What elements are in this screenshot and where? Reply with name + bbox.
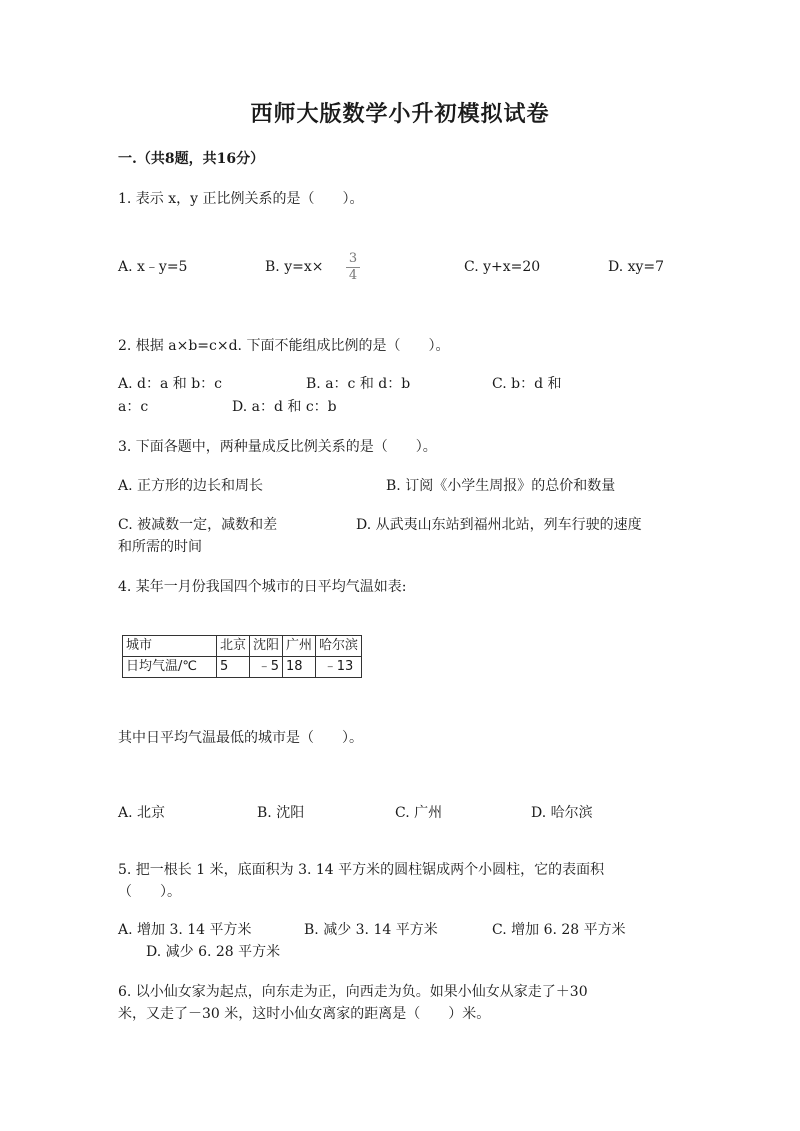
question-4-option-d: D. 哈尔滨	[531, 805, 593, 821]
table-cell: 广州	[283, 636, 316, 657]
question-4-option-a: A. 北京	[118, 805, 166, 821]
question-3-option-a: A. 正方形的边长和周长	[118, 478, 264, 494]
page-title: 西师大版数学小升初模拟试卷	[250, 101, 550, 127]
question-2-option-a: A. d：a 和 b：c	[118, 376, 223, 392]
question-1-option-b: B. y=x×	[265, 259, 324, 275]
question-5-stem-continued: （ ）。	[118, 884, 181, 900]
question-2-option-c: C. b：d 和	[492, 376, 562, 392]
table-cell: 沈阳	[250, 636, 283, 657]
question-5-stem: 5. 把一根长 1 米，底面积为 3. 14 平方米的圆柱锯成两个小圆柱，它的表面积	[118, 862, 605, 878]
question-3-stem: 3. 下面各题中，两种量成反比例关系的是（ ）。	[118, 439, 437, 455]
table-cell: 哈尔滨	[316, 636, 362, 657]
question-1-option-a: A. x﹣y=5	[118, 259, 188, 275]
table-row	[123, 657, 362, 678]
question-1-option-b-fraction	[346, 252, 360, 283]
table-cell: 5	[217, 657, 250, 678]
question-4-option-c: C. 广州	[395, 805, 443, 821]
fraction-numerator: 3	[348, 251, 358, 266]
question-3-option-b: B. 订阅《小学生周报》的总价和数量	[386, 478, 616, 494]
question-6-stem-continued: 米，又走了－30 米，这时小仙女离家的距离是（ ）米。	[118, 1006, 491, 1022]
question-1-option-c: C. y+x=20	[464, 259, 541, 275]
question-2-option-c-continued: a：c	[118, 399, 149, 415]
table-cell: 城市	[123, 636, 217, 657]
question-3-option-c: C. 被减数一定，减数和差	[118, 517, 278, 533]
question-1-option-d: D. xy=7	[608, 259, 665, 275]
section-heading: 一.（共8题，共16分）	[118, 151, 265, 167]
question-2-stem: 2. 根据 a×b=c×d. 下面不能组成比例的是（ ）。	[118, 338, 450, 354]
question-3-option-d-continued: 和所需的时间	[118, 539, 202, 555]
temperature-table	[122, 635, 362, 678]
table-cell: 北京	[217, 636, 250, 657]
question-4-stem: 4. 某年一月份我国四个城市的日平均气温如表:	[118, 579, 407, 595]
fraction-denominator: 4	[348, 268, 358, 283]
question-2-option-b: B. a：c 和 d：b	[306, 376, 411, 392]
question-3-option-d: D. 从武夷山东站到福州北站，列车行驶的速度	[356, 517, 642, 533]
question-5-option-a: A. 增加 3. 14 平方米	[118, 922, 252, 938]
question-5-option-d: D. 减少 6. 28 平方米	[146, 944, 281, 960]
table-cell: 日均气温/℃	[123, 657, 217, 678]
question-5-option-c: C. 增加 6. 28 平方米	[492, 922, 626, 938]
question-5-option-b: B. 减少 3. 14 平方米	[304, 922, 438, 938]
question-2-option-d: D. a：d 和 c：b	[232, 399, 337, 415]
question-4-prompt: 其中日平均气温最低的城市是（ ）。	[118, 730, 363, 746]
question-4-option-b: B. 沈阳	[257, 805, 305, 821]
question-6-stem: 6. 以小仙女家为起点，向东走为正，向西走为负。如果小仙女从家走了＋30	[118, 984, 588, 1000]
table-cell: ﹣5	[250, 657, 283, 678]
question-1-stem: 1. 表示 x，y 正比例关系的是（ ）。	[118, 191, 364, 207]
table-cell: 18	[283, 657, 316, 678]
table-cell: ﹣13	[316, 657, 362, 678]
table-header-row	[123, 636, 362, 657]
